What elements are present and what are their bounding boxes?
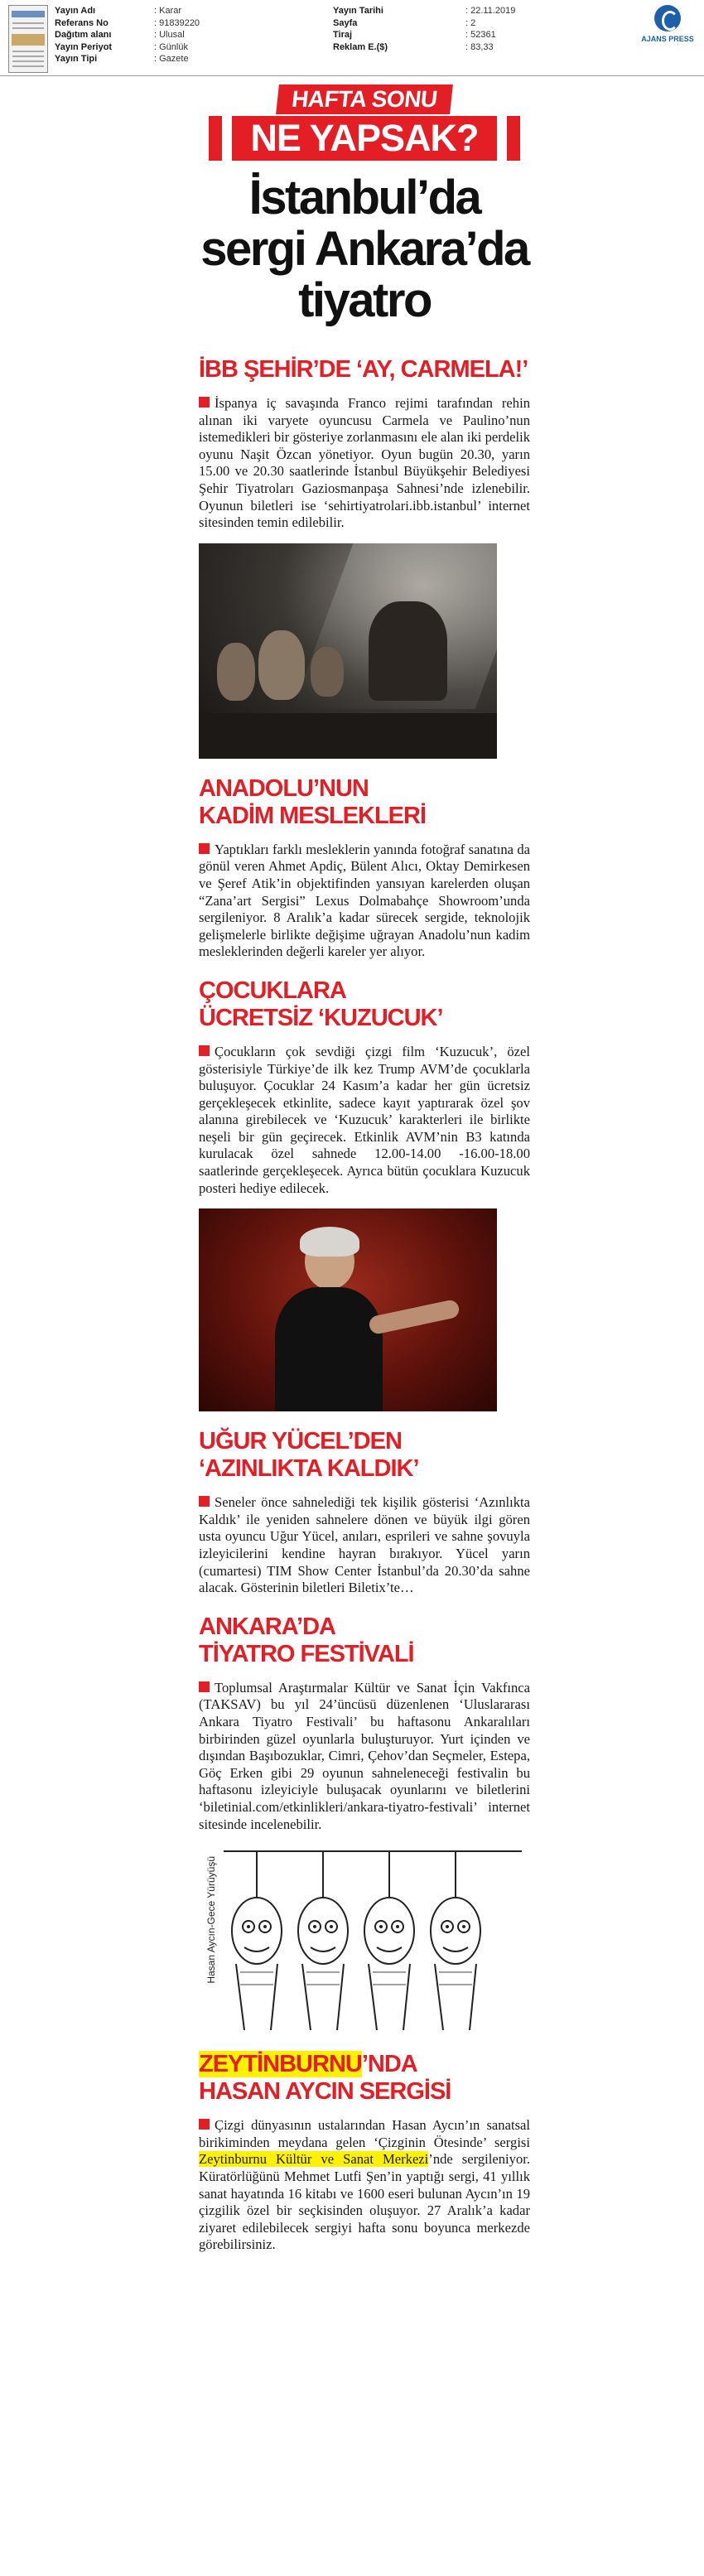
meta-value: : Ulusal — [154, 30, 185, 40]
logo-text: AJANS PRESS — [641, 35, 694, 43]
meta-key: Reklam E.($) — [333, 41, 388, 52]
bullet-square-icon — [199, 1045, 210, 1056]
section-body-carmela — [199, 395, 530, 532]
kicker-top: HAFTA SONU — [276, 84, 453, 114]
headline-line: sergi Ankara’da — [200, 222, 528, 276]
meta-key: Yayın Tarihi — [333, 6, 383, 16]
kicker-bottom: NE YAPSAK? — [232, 116, 497, 161]
meta-key: Sayfa — [333, 17, 358, 28]
section-body-ugur-yucel — [199, 1494, 530, 1597]
bullet-square-icon — [199, 843, 210, 854]
section-body-kuzucuk — [199, 1044, 530, 1197]
heading-line: ANADOLU’NUN — [199, 774, 369, 802]
workbench — [199, 713, 497, 759]
potter-silhouette — [369, 601, 447, 701]
section-heading-hasan-aycin — [199, 2051, 530, 2106]
photo-pottery — [199, 543, 497, 759]
bullet-square-icon — [199, 1681, 210, 1692]
body-text: Çocukların çok sevdiği çizgi film ‘Kuzucuk’, özel gösterisiyle Türkiye’de ilk kez Trump AVM’de çocuklarla buluşuyor. Çocuklar 24 Kasım’a kadar her gün ücretsiz gerçekleşecek etkinlite, sadece kayıt yaptırarak özel şov alanına girebilecek ve ‘Kuzucuk’ karakterleri ile birlikte neşeli bir gün geçirecek. Etkinlik AVM’nin B3 katında kurulacak özel sahnede 12.00-14.00 -16.00-18.00 saatlerinde gerçekleşecek. Ayrıca bütün çocuklara Kuzucuk posteri hediye edilecek. — [199, 1043, 530, 1196]
body-text: İspanya iç savaşında Franco rejimi tarafından rehin alınan iki varyete oyuncusu Carmela ve Paulino’nun istemedikleri bir gösteriye zorlanmasını ele alan iki perdelik oyunu Naşit Özcan yönetiyor. Oyun bugün 20.30, yarın 15.00 ve 20.30 saatlerinde İstanbul Büyükşehir Belediyesi Şehir Tiyatroları Gaziosmanpaşa Sahnesi’nde izlenebilir. Oyunun biletleri ise ‘sehirtiyatrolari.ibb.istanbul’ internet sitesinden temin edilebilir. — [199, 395, 530, 531]
kicker-bar-right — [507, 116, 520, 161]
section-heading-ankara-festival — [199, 1614, 530, 1668]
body-text: Çizgi dünyasının ustalarından Hasan Aycın’ın sanatsal birikiminden meydana gelen ‘Çizginin Ötesinde’ sergisi — [199, 2117, 530, 2150]
heading-line: ÇOCUKLARA — [199, 977, 346, 1004]
heading-highlight: ZEYTİNBURNU — [199, 2051, 362, 2078]
performer-arm — [368, 1299, 460, 1335]
section-heading-kuzucuk — [199, 977, 530, 1032]
kicker-bar-left — [209, 116, 222, 161]
cartoon-gece-yuruyusu — [199, 1848, 526, 2034]
bullet-square-icon — [199, 397, 210, 408]
body-highlight: Zeytinburnu Kültür ve Sanat Merkezi — [199, 2151, 429, 2168]
headline-line: İstanbul’da — [248, 171, 480, 224]
meta-key: Tiraj — [333, 30, 353, 40]
body-text: Toplumsal Araştırmalar Kültür ve Sanat İçin Vakfınca (TAKSAV) bu yıl 24’üncüsü düzenlenen ‘Uluslararası Ankara Tiyatro Festivali’ bu haftasonu Ankaralıları birbirinden güzel oyunlarla buluşturuyor. Yurt içinden ve dışından Başıbozuklar, Cimri, Çehov’dan Seçmeler, Estepa, Göç Erken gibi 29 oyunun sahneleneceği festivalin bu haftasonu izleyiciyle buluşacak oyunlarını ve biletlerini ‘biletinial.com/etkinlikleri/ankara-tiyatro-festivali’ internet sitesinde incelenebilir. — [199, 1679, 530, 1832]
section-body-anadolu — [199, 842, 530, 961]
meta-key: Yayın Periyot — [55, 41, 113, 52]
section-heading-carmela: İBB ŞEHİR’DE ‘AY, CARMELA!’ — [199, 356, 528, 383]
meta-value: : Günlük — [154, 41, 188, 52]
body-text: Yaptıkları farklı mesleklerin yanında fotoğraf sanatına da gönül veren Ahmet Apdiç, Bülent Alıcı, Oktay Demirkesen ve Şeref Atik’in objektifinden yansıyan karelerden oluşan “Zana’art Sergisi” Lexus Dolmabahçe Showroom’unda sergileniyor. 8 Aralık’a kadar sürecek sergide, teknolojik gelişmelerle birlikte değişime uğrayan Anadolu’nun kadim mesleklerinden değerli kareler yer alıyor. — [199, 841, 530, 960]
heading-line: ANKARA’DA — [199, 1613, 335, 1640]
page-thumbnail — [8, 5, 48, 73]
performer-body — [275, 1287, 383, 1411]
meta-value: : 22.11.2019 — [465, 6, 516, 16]
meta-value: : Gazete — [154, 54, 189, 64]
section-heading-anadolu — [199, 775, 530, 830]
meta-value: : Karar — [154, 6, 182, 16]
kicker — [199, 83, 530, 164]
body-text: ’nde sergileniyor. Küratörlüğünü Mehmet Lutfi Şen’in yaptığı sergi, 41 yıllık sanat hayatında 16 kitabı ve 1600 eseri bulunan Aycın’ın 19 çizgilik özel bir seçkisinden oluşuyor. 27 Aralık’a kadar ziyaret edilebilecek sergiyi hafta sonu boyunca merkezde görebilirsiniz. — [199, 2151, 531, 2253]
heading-line: TİYATRO FESTİVALİ — [199, 1640, 414, 1667]
performer-hair — [300, 1227, 359, 1257]
logo-icon — [654, 5, 681, 31]
meta-right — [333, 5, 515, 53]
section-body-hasan-aycin — [199, 2117, 530, 2254]
meta-value: : 2 — [465, 17, 476, 28]
section-body-ankara-festival — [199, 1680, 530, 1833]
heading-line: UĞUR YÜCEL’DEN — [199, 1428, 402, 1455]
meta-key: Yayın Tipi — [55, 54, 98, 64]
clipping-header — [0, 0, 704, 76]
meta-key: Dağıtım alanı — [55, 30, 112, 40]
meta-value: : 83,33 — [465, 41, 494, 52]
meta-value: : 91839220 — [154, 17, 200, 28]
cartoon-drawing — [224, 1848, 522, 2034]
section-heading-ugur-yucel — [199, 1428, 530, 1483]
bullet-square-icon — [199, 2119, 210, 2130]
photo-ugur-yucel — [199, 1208, 497, 1411]
main-headline — [199, 172, 530, 326]
heading-line: ÜCRETSİZ ‘KUZUCUK’ — [199, 1004, 443, 1031]
heading-line: ‘AZINLIKTA KALDIK’ — [199, 1455, 419, 1483]
meta-key: Yayın Adı — [55, 6, 96, 16]
body-text: Seneler önce sahnelediği tek kişilik gösterisi ‘Azınlıkta Kaldık’ ile yeniden sahnelere dönen ve büyük ilgi gören usta oyuncu Uğur Yücel, anıları, esprileri ve sahne şovuyla izleyicilerini kendine hayran bırakıyor. Yücel yarın (cumartesi) TIM Show Center İstanbul’da 20.30’da sahne alacak. Gösterinin biletleri Biletix’te… — [199, 1494, 530, 1596]
heading-line: HASAN AYCIN SERGİSİ — [199, 2078, 451, 2106]
article — [199, 83, 530, 2254]
ajans-press-logo — [638, 5, 697, 43]
bullet-square-icon — [199, 1496, 210, 1507]
meta-left — [55, 5, 200, 65]
meta-value: : 52361 — [465, 30, 496, 40]
heading-line: KADİM MESLEKLERİ — [199, 802, 426, 829]
cartoon-credit: Hasan Aycın-Gece Yürüyüşü — [205, 1856, 217, 1984]
meta-key: Referans No — [55, 17, 108, 28]
headline-line: tiyatro — [298, 273, 431, 327]
heading-rest: ’NDA — [361, 2051, 417, 2078]
